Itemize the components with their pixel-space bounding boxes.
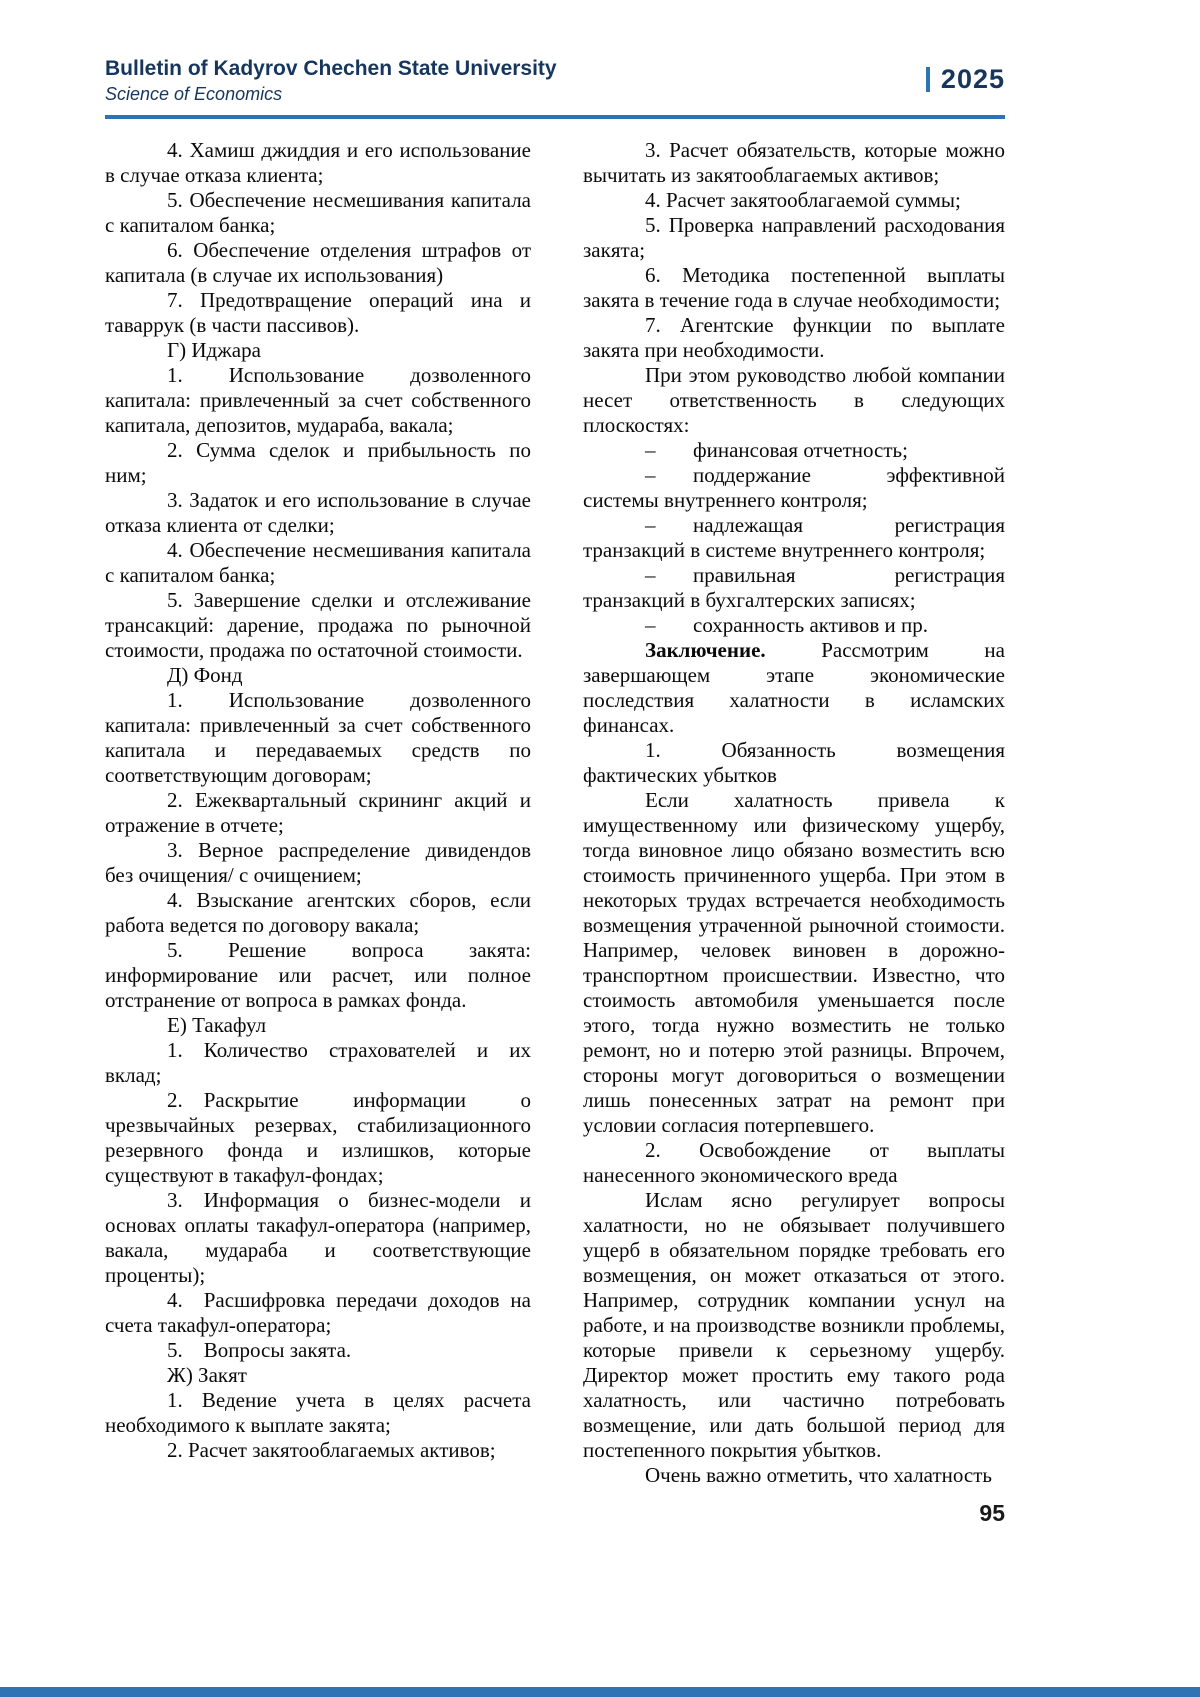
dash-list-item: – финансовая отчетность; [645,438,908,462]
dash-marker: – [645,613,656,637]
paragraph: 4. Расшифровка передачи доходов на счета такафул-оператора; [105,1288,531,1337]
paragraph: 5. Обеспечение несмешивания капитала с капиталом банка; [105,188,531,237]
year-text: 2025 [940,64,1005,94]
footer-bar [0,1687,1200,1697]
dash-list-item: – надлежащая регистрация транзакций в системе внутреннего контроля; [583,513,1005,562]
paragraph: 5. Завершение сделки и отслеживание трансакций: дарение, продажа по рыночной стоимости, продажа по остаточной стоимости. [105,588,531,662]
paragraph: 3. Верное распределение дивидендов без очищения/ с очищением; [105,838,531,887]
header-rule [105,115,1005,119]
paragraph: Очень важно отметить, что халатность [645,1463,992,1487]
paragraph: Если халатность привела к имущественному или физическому ущербу, тогда виновное лицо обязано возместить всю стоимость причиненного ущерба. При этом в некоторых трудах встречается необходимость возмещения утраченной рыночной стоимости. Например, человек виновен в дорожно-транспортном происшествии. Известно, что стоимость автомобиля уменьшается после этого, тогда нужно возместить не только ремонт, но и потерю этой разницы. Впрочем, стороны могут договориться о возмещении лишь понесенных затрат на ремонт при условии согласия потерпевшего. [583,788,1005,1137]
dash-marker: – [645,513,656,537]
paragraph: Ислам ясно регулирует вопросы халатности, но не обязывает получившего ущерб в обязательном порядке требовать его возмещения, он может отказаться от этого. Например, сотрудник компании уснул на работе, и на производстве возникли проблемы, которые привели к серьезному ущербу. Директор может простить ему такого рода халатность, или частично потребовать возмещение, или дать большой период для постепенного покрытия убытков. [583,1188,1005,1462]
paragraph: 4. Расчет закятооблагаемой суммы; [645,188,961,212]
left-column [105,138,531,1488]
paragraph: 5. Проверка направлений расходования закята; [583,213,1005,262]
paragraph: 5. Решение вопроса закята: информирование или расчет, или полное отстранение от вопроса в рамках фонда. [105,938,531,1012]
paragraph: 3. Информация о бизнес-модели и основах оплаты такафул-оператора (например, вакала, мудараба и соответствующие проценты); [105,1188,531,1287]
journal-identity [105,56,557,106]
paragraph: 7. Агентские функции по выплате закята при необходимости. [583,313,1005,362]
paragraph: 2. Раскрытие информации о чрезвычайных резервах, стабилизационного резервного фонда и излишков, которые существуют в такафул-фондах; [105,1088,531,1187]
paragraph: 1. Использование дозволенного капитала: привлеченный за счет собственного капитала, депозитов, мудараба, вакала; [105,363,531,437]
paragraph: 1. Использование дозволенного капитала: привлеченный за счет собственного капитала и передаваемых средств по соответствующим договорам; [105,688,531,787]
paragraph: 1. Количество страхователей и их вклад; [105,1038,531,1087]
dash-marker: – [645,463,656,487]
dash-list-item: – правильная регистрация транзакций в бухгалтерских записях; [583,563,1005,612]
paragraph: 4. Хамиш джиддия и его использование в случае отказа клиента; [105,138,531,187]
paragraph: 6. Обеспечение отделения штрафов от капитала (в случае их использования) [105,238,531,287]
paragraph: 4. Взыскание агентских сборов, если работа ведется по договору вакала; [105,888,531,937]
paragraph: Е) Такафул [167,1013,267,1037]
paragraph: 1. Ведение учета в целях расчета необходимого к выплате закята; [105,1388,531,1437]
paragraph: 2. Ежеквартальный скрининг акций и отражение в отчете; [105,788,531,837]
page-number: 95 [979,1500,1005,1526]
paragraph: 6. Методика постепенной выплаты закята в течение года в случае необходимости; [583,263,1005,312]
paragraph: Ж) Закят [167,1363,247,1387]
journal-title: Bulletin of Kadyrov Chechen State University [105,57,557,80]
dash-marker: – [645,563,656,587]
paragraph: 7. Предотвращение операций ина и таваррук (в части пассивов). [105,288,531,337]
page-header [105,56,1005,106]
journal-subtitle: Science of Economics [105,84,283,105]
article-body [105,138,1005,1488]
dash-marker: – [645,438,656,462]
paragraph: При этом руководство любой компании несет ответственность в следующих плоскостях: [583,363,1005,437]
header-year-block [926,64,1005,95]
paragraph: 3. Расчет обязательств, которые можно вычитать из закятооблагаемых активов; [583,138,1005,187]
paragraph: Г) Иджара [167,338,261,362]
paragraph: 2. Расчет закятооблагаемых активов; [167,1438,496,1462]
paragraph: 2. Сумма сделок и прибыльность по ним; [105,438,531,487]
paragraph-lead: Заключение. [645,638,766,662]
paragraph: 3. Задаток и его использование в случае отказа клиента от сделки; [105,488,531,537]
paragraph: 5. Вопросы закята. [167,1338,352,1362]
dash-list-item: – поддержание эффективной системы внутреннего контроля; [583,463,1005,512]
paragraph: Д) Фонд [167,663,243,687]
right-column [583,138,1005,1488]
dash-list-item: – сохранность активов и пр. [645,613,929,637]
year-divider-bar [926,67,930,92]
paragraph: 2. Освобождение от выплаты нанесенного экономического вреда [583,1138,1005,1187]
paragraph: 1. Обязанность возмещения фактических убытков [583,738,1005,787]
paragraph: 4. Обеспечение несмешивания капитала с капиталом банка; [105,538,531,587]
paragraph: Заключение. Рассмотрим на завершающем этапе экономические последствия халатности в исламских финансах. [583,638,1005,737]
